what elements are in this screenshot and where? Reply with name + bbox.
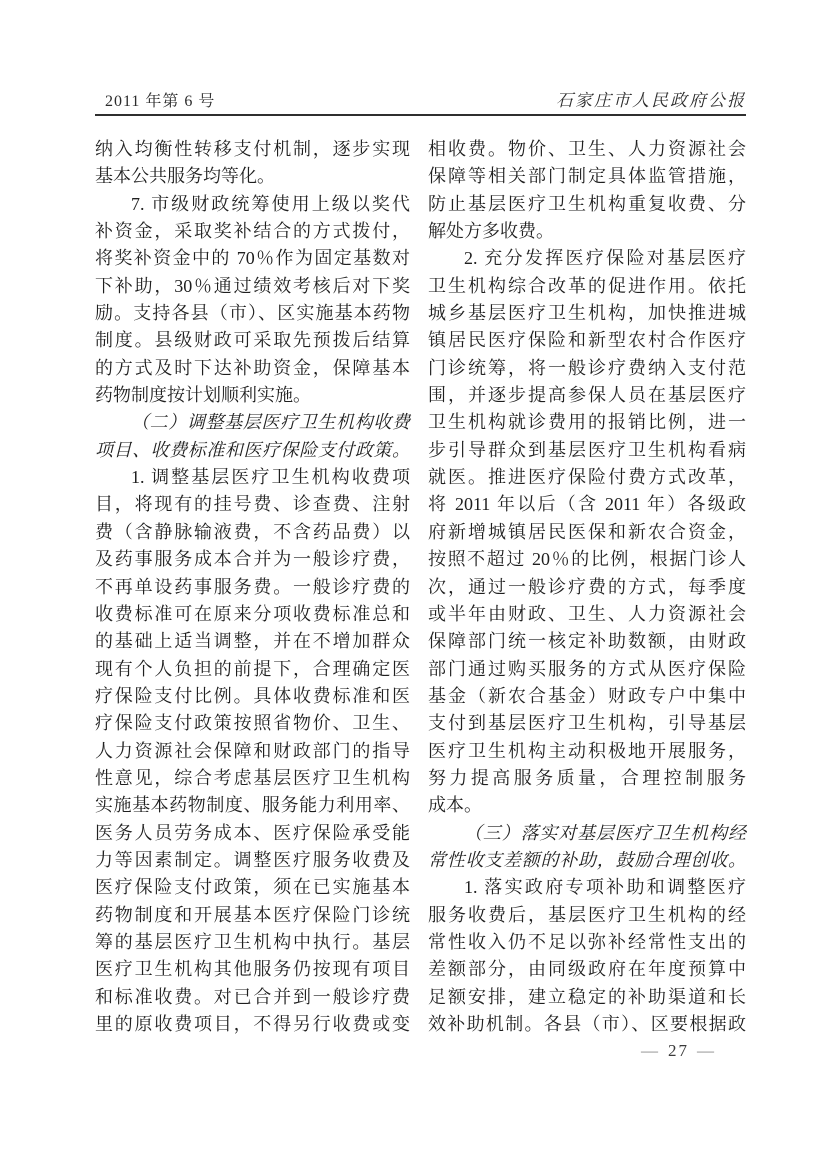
text-line: 或半年由财政、卫生、人力资源社会 [428,603,746,624]
text-line: （二）调整基层医疗卫生机构收费 [131,412,410,433]
text-line: 常性收支差额的补助，鼓励合理创收。 [428,849,746,870]
text-line: 部门通过购买服务的方式从医疗保险 [428,658,746,679]
text-line: 效补助机制。各县（市）、区要根据政 [428,1014,746,1034]
text-line: 1. 落实政府专项补助和调整医疗 [464,877,746,898]
text-line: 卫生机构就诊费用的报销比例，进一 [428,412,746,433]
text-line: 疗保险支付政策按照省物价、卫生、 [95,713,410,734]
text-line: 解处方多收费。 [428,221,554,242]
text-line: 药物制度按计划顺利实施。 [95,385,311,406]
page-header [95,86,746,110]
text-line: 医务人员劳务成本、医疗保险承受能 [95,822,410,843]
document-body [95,136,746,1038]
text-line: 防止基层医疗卫生机构重复收费、分 [428,193,746,214]
text-line: 里的原收费项目，不得另行收费或变 [95,1014,410,1034]
text-line: 费（含静脉输液费，不含药品费）以 [95,521,410,542]
issue-number: 2011 年第 6 号 [105,93,216,110]
text-line: 保障等相关部门制定具体监管措施， [428,166,746,187]
text-line: 医疗保险支付政策，须在已实施基本 [95,877,410,898]
text-line: 2. 充分发挥医疗保险对基层医疗 [464,248,746,269]
text-line: 项目、收费标准和医疗保险支付政策。 [95,439,410,460]
text-line: 收费标准可在原来分项收费标准总和 [95,603,410,624]
text-line: 相收费。物价、卫生、人力资源社会 [428,139,746,159]
text-line: 下补助，30％通过绩效考核后对下奖 [95,275,410,296]
text-line: 将 2011 年以后（含 2011 年）各级政 [428,494,746,515]
text-line: 保障部门统一核定补助数额，由财政 [428,631,746,652]
text-line: 常性收入仍不足以弥补经常性支出的 [428,931,746,952]
text-column-right [428,136,746,1038]
text-line: 补资金，采取奖补结合的方式拨付， [95,221,410,242]
text-line: 纳入均衡性转移支付机制，逐步实现 [95,139,410,159]
text-line: 门诊统筹，将一般诊疗费纳入支付范 [428,357,746,378]
text-line: 力等因素制定。调整医疗服务收费及 [95,849,410,870]
text-line: 镇居民医疗保险和新型农村合作医疗 [428,330,746,351]
text-line: 努力提高服务质量，合理控制服务 [428,767,746,788]
text-line: 制度。县级财政可采取先预拨后结算 [95,330,410,351]
text-line: 就医。推进医疗保险付费方式改革， [428,467,746,488]
text-line: 医疗卫生机构主动积极地开展服务， [428,740,746,761]
text-line: （三）落实对基层医疗卫生机构经 [464,822,746,843]
text-line: 成本。 [428,795,482,816]
page-footer [641,1041,716,1061]
text-line: 实施基本药物制度、服务能力利用率、 [95,795,410,816]
text-line: 步引导群众到基层医疗卫生机构看病 [428,439,746,460]
text-line: 围，并逐步提高参保人员在基层医疗 [428,385,746,406]
text-line: 支付到基层医疗卫生机构，引导基层 [428,713,746,734]
text-line: 及药事服务成本合并为一般诊疗费， [95,549,410,570]
text-line: 按照不超过 20％的比例，根据门诊人 [428,549,746,570]
text-line: 7. 市级财政统筹使用上级以奖代 [131,193,410,214]
text-line: 服务收费后，基层医疗卫生机构的经 [428,904,746,925]
text-line: 城乡基层医疗卫生机构，加快推进城 [428,303,746,324]
page-number: 27 [668,1041,689,1060]
text-line: 卫生机构综合改革的促进作用。依托 [428,275,746,296]
text-line: 将奖补资金中的 70％作为固定基数对 [95,248,410,269]
text-line: 的方式及时下达补助资金，保障基本 [95,357,410,378]
text-line: 1. 调整基层医疗卫生机构收费项 [131,467,410,488]
text-line: 差额部分，由同级政府在年度预算中 [428,959,746,980]
text-line: 不再单设药事服务费。一般诊疗费的 [95,576,410,597]
gazette-title: 石家庄市人民政府公报 [556,91,746,110]
text-line: 疗保险支付比例。具体收费标准和医 [95,685,410,706]
text-line: 足额安排，建立稳定的补助渠道和长 [428,986,746,1007]
header-rule [95,114,746,116]
text-line: 药物制度和开展基本医疗保险门诊统 [95,904,410,925]
footer-dash-left: — [641,1041,660,1060]
text-line: 的基础上适当调整，并在不增加群众 [95,631,410,652]
text-line: 筹的基层医疗卫生机构中执行。基层 [95,931,410,952]
text-line: 医疗卫生机构其他服务仍按现有项目 [95,959,410,980]
text-line: 基本公共服务均等化。 [95,166,275,187]
text-line: 现有个人负担的前提下，合理确定医 [95,658,410,679]
text-line: 励。支持各县（市）、区实施基本药物 [95,303,410,324]
text-line: 和标准收费。对已合并到一般诊疗费 [95,986,410,1007]
text-line: 目，将现有的挂号费、诊查费、注射 [95,494,410,515]
text-line: 次，通过一般诊疗费的方式，每季度 [428,576,746,597]
text-line: 人力资源社会保障和财政部门的指导 [95,740,410,761]
text-line: 性意见，综合考虑基层医疗卫生机构 [95,767,410,788]
footer-dash-right: — [697,1041,716,1060]
text-line: 基金（新农合基金）财政专户中集中 [428,685,746,706]
text-column-left [95,136,410,1038]
text-line: 府新增城镇居民医保和新农合资金， [428,521,746,542]
